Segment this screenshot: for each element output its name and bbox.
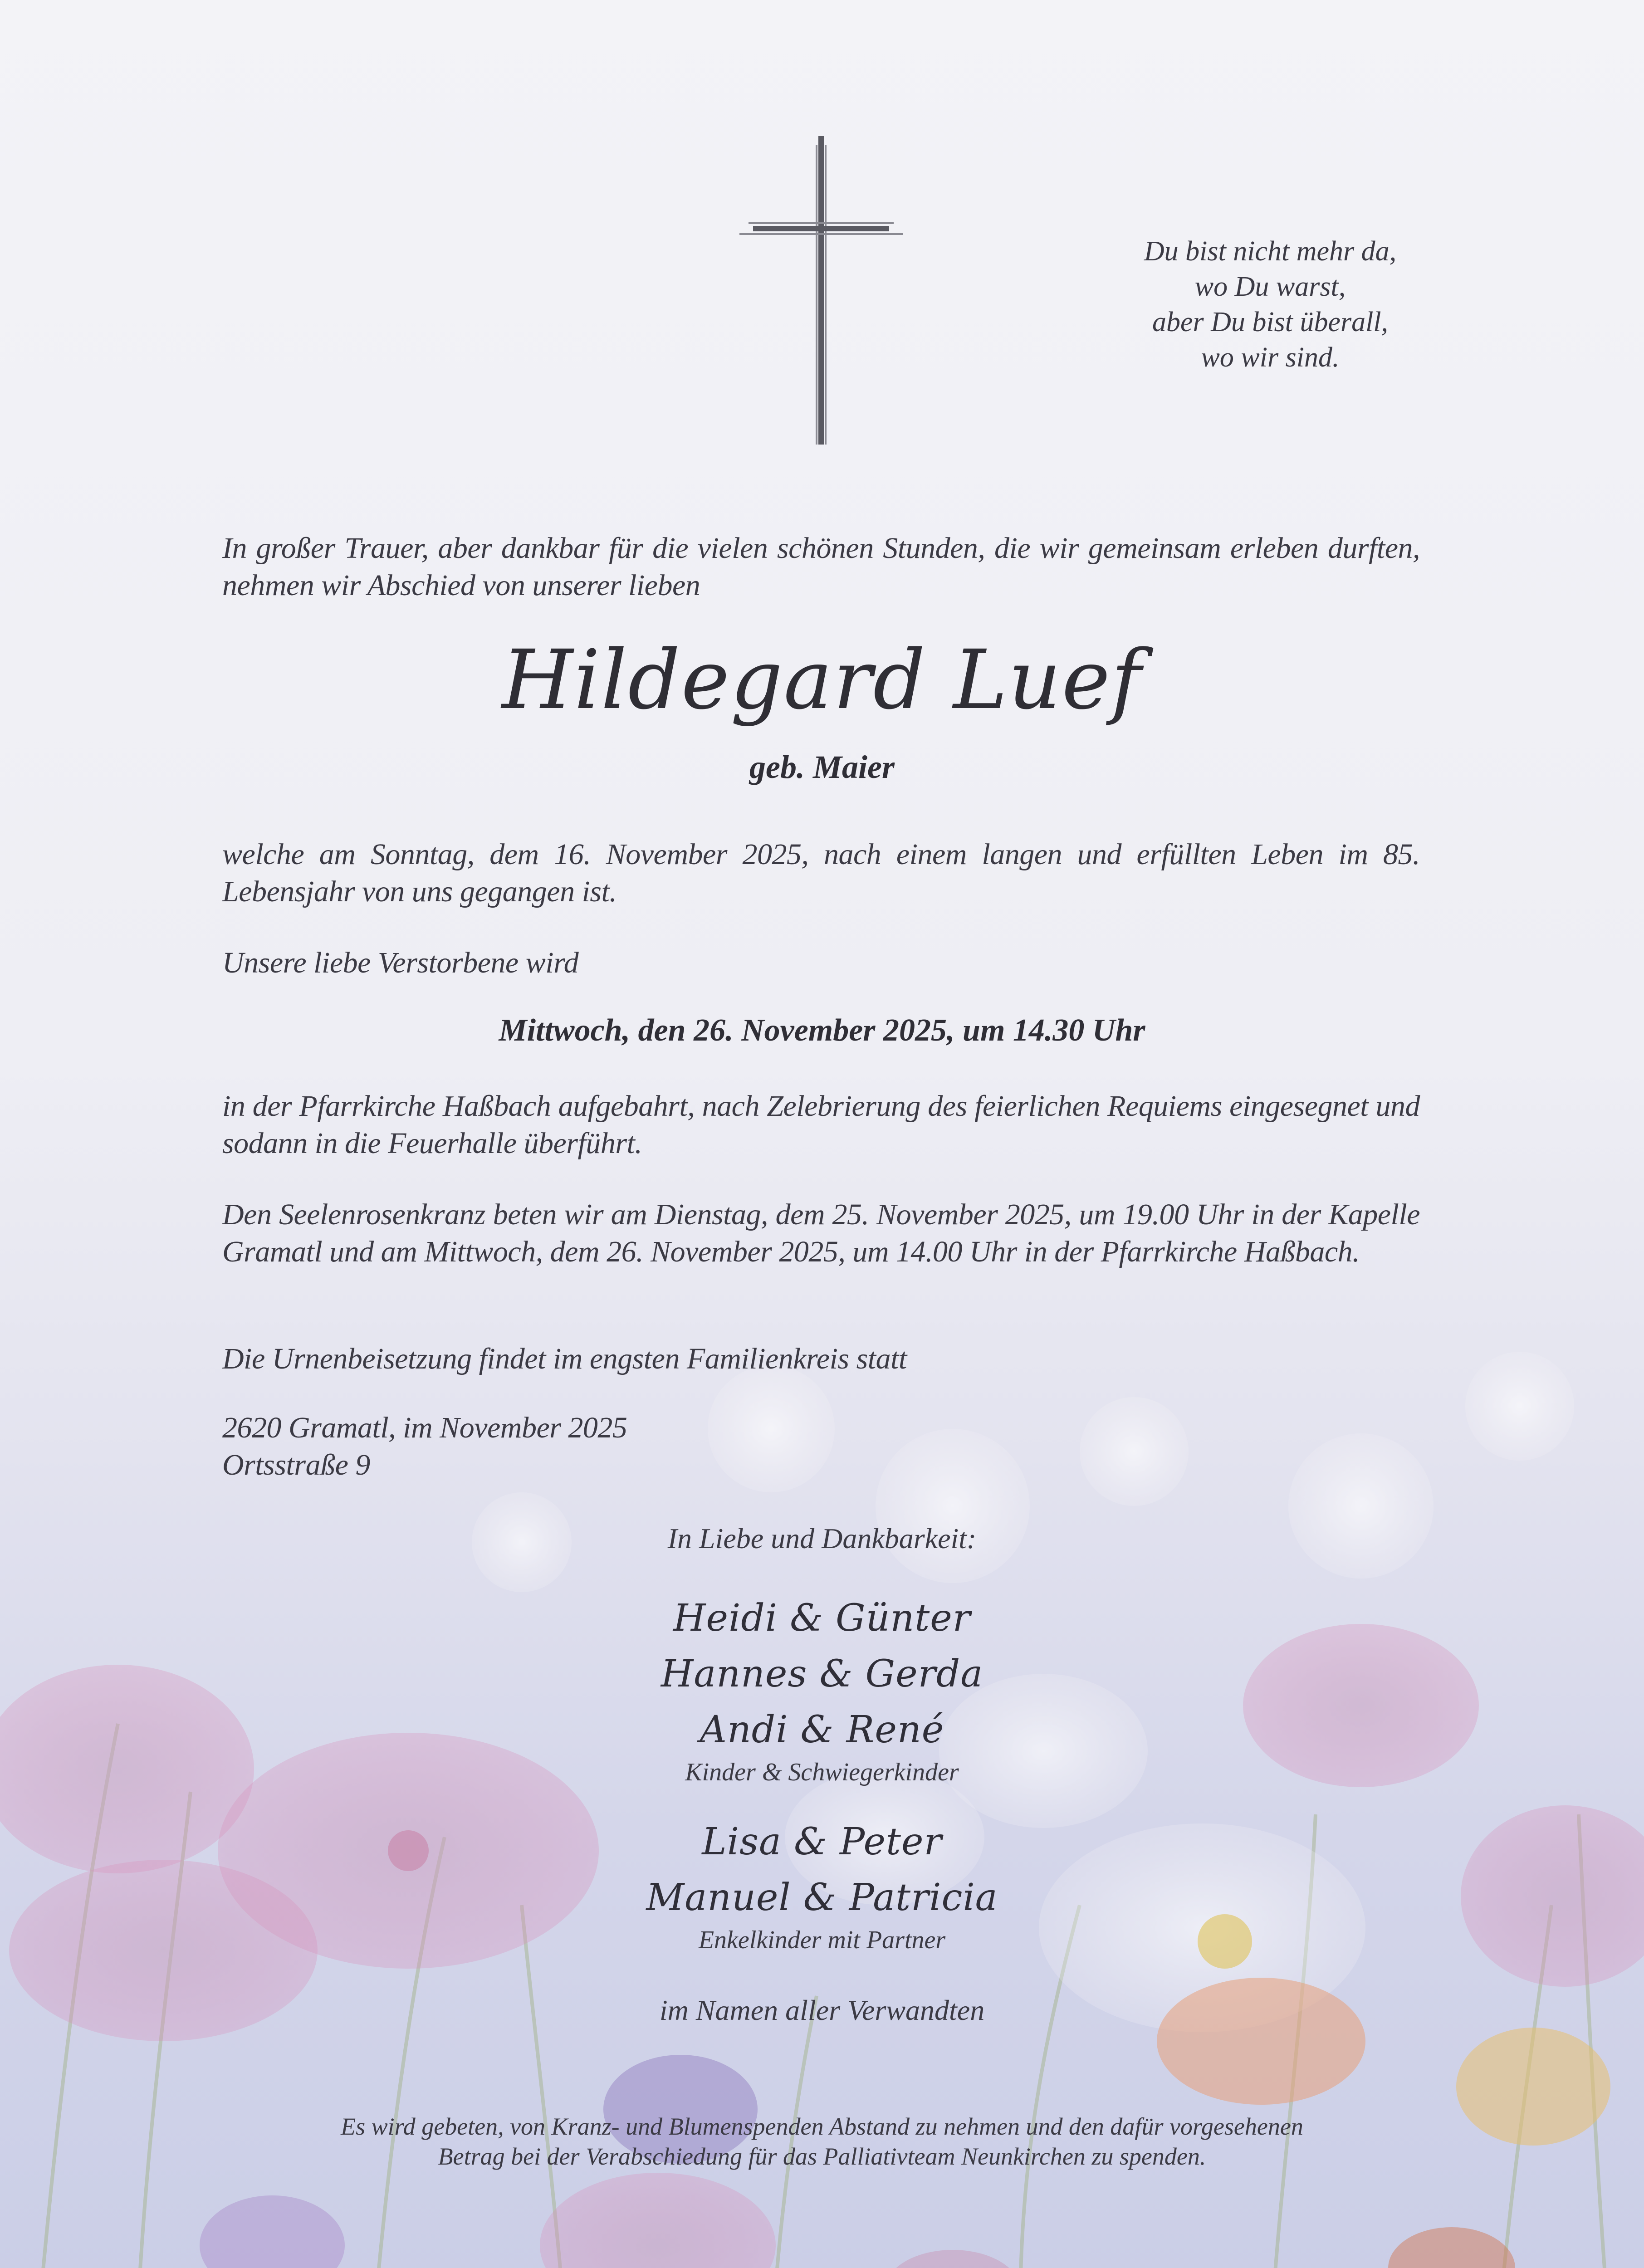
donation-request-line: Es wird gebeten, von Kranz- und Blumenspenden Abstand zu nehmen und den dafür vorgesehenen <box>341 2113 1303 2140</box>
address-place-date: 2620 Gramatl, im November 2025 <box>222 1411 627 1444</box>
memorial-verse <box>1089 234 1452 375</box>
behalf-text: im Namen aller Verwandten <box>659 1994 985 2026</box>
mourner-grandchildren: Lisa & Peter <box>702 1820 942 1863</box>
verse-line: wo wir sind. <box>1201 342 1340 373</box>
ceremony-date: Mittwoch, den 26. November 2025, um 14.30 Uhr <box>499 1013 1145 1048</box>
intro-text: In großer Trauer, aber dankbar für die vielen schönen Stunden, die wir gemeinsam erleben durften, nehmen wir Abschied von unserer lieben <box>222 532 1420 602</box>
urn-text: Die Urnenbeisetzung findet im engsten Familienkreis statt <box>222 1342 907 1375</box>
verse-line: aber Du bist überall, <box>1152 307 1389 337</box>
mourner-children: Andi & René <box>700 1708 944 1751</box>
mourner-grandchildren: Manuel & Patricia <box>646 1876 998 1919</box>
death-text: welche am Sonntag, dem 16. November 2025, nach einem langen und erfüllten Leben im 85. Lebensjahr von uns gegangen ist. <box>222 838 1420 908</box>
address-street: Ortsstraße 9 <box>222 1448 370 1481</box>
mourner-children: Hannes & Gerda <box>661 1652 983 1696</box>
donation-request <box>0 2112 1644 2171</box>
ceremony-text: in der Pfarrkirche Haßbach aufgebahrt, nach Zelebrierung des feierlichen Requiems eingesegnet und sodann in die Feuerhalle überführt. <box>222 1090 1420 1160</box>
ceremony-intro: Unsere liebe Verstorbene wird <box>222 946 579 979</box>
mourners-intro: In Liebe und Dankbarkeit: <box>667 1522 977 1554</box>
verse-line: wo Du warst, <box>1194 271 1346 302</box>
address-block <box>222 1409 1420 1484</box>
maiden-name: geb. Maier <box>749 749 895 785</box>
rosary-text: Den Seelenrosenkranz beten wir am Dienstag, dem 25. November 2025, um 19.00 Uhr in der Kapelle Gramatl und am Mittwoch, dem 26. November 2025, um 14.00 Uhr in der Pfarrkirche Haßbach. <box>222 1198 1420 1268</box>
grandchildren-label: Enkelkinder mit Partner <box>698 1926 946 1954</box>
mourner-children: Heidi & Günter <box>673 1597 971 1640</box>
cross-icon <box>739 136 903 454</box>
donation-request-line: Betrag bei der Verabschiedung für das Palliativteam Neunkirchen zu spenden. <box>438 2143 1206 2170</box>
children-label: Kinder & Schwiegerkinder <box>685 1758 959 1786</box>
verse-line: Du bist nicht mehr da, <box>1144 236 1397 267</box>
deceased-name: Hildegard Luef <box>502 633 1142 728</box>
